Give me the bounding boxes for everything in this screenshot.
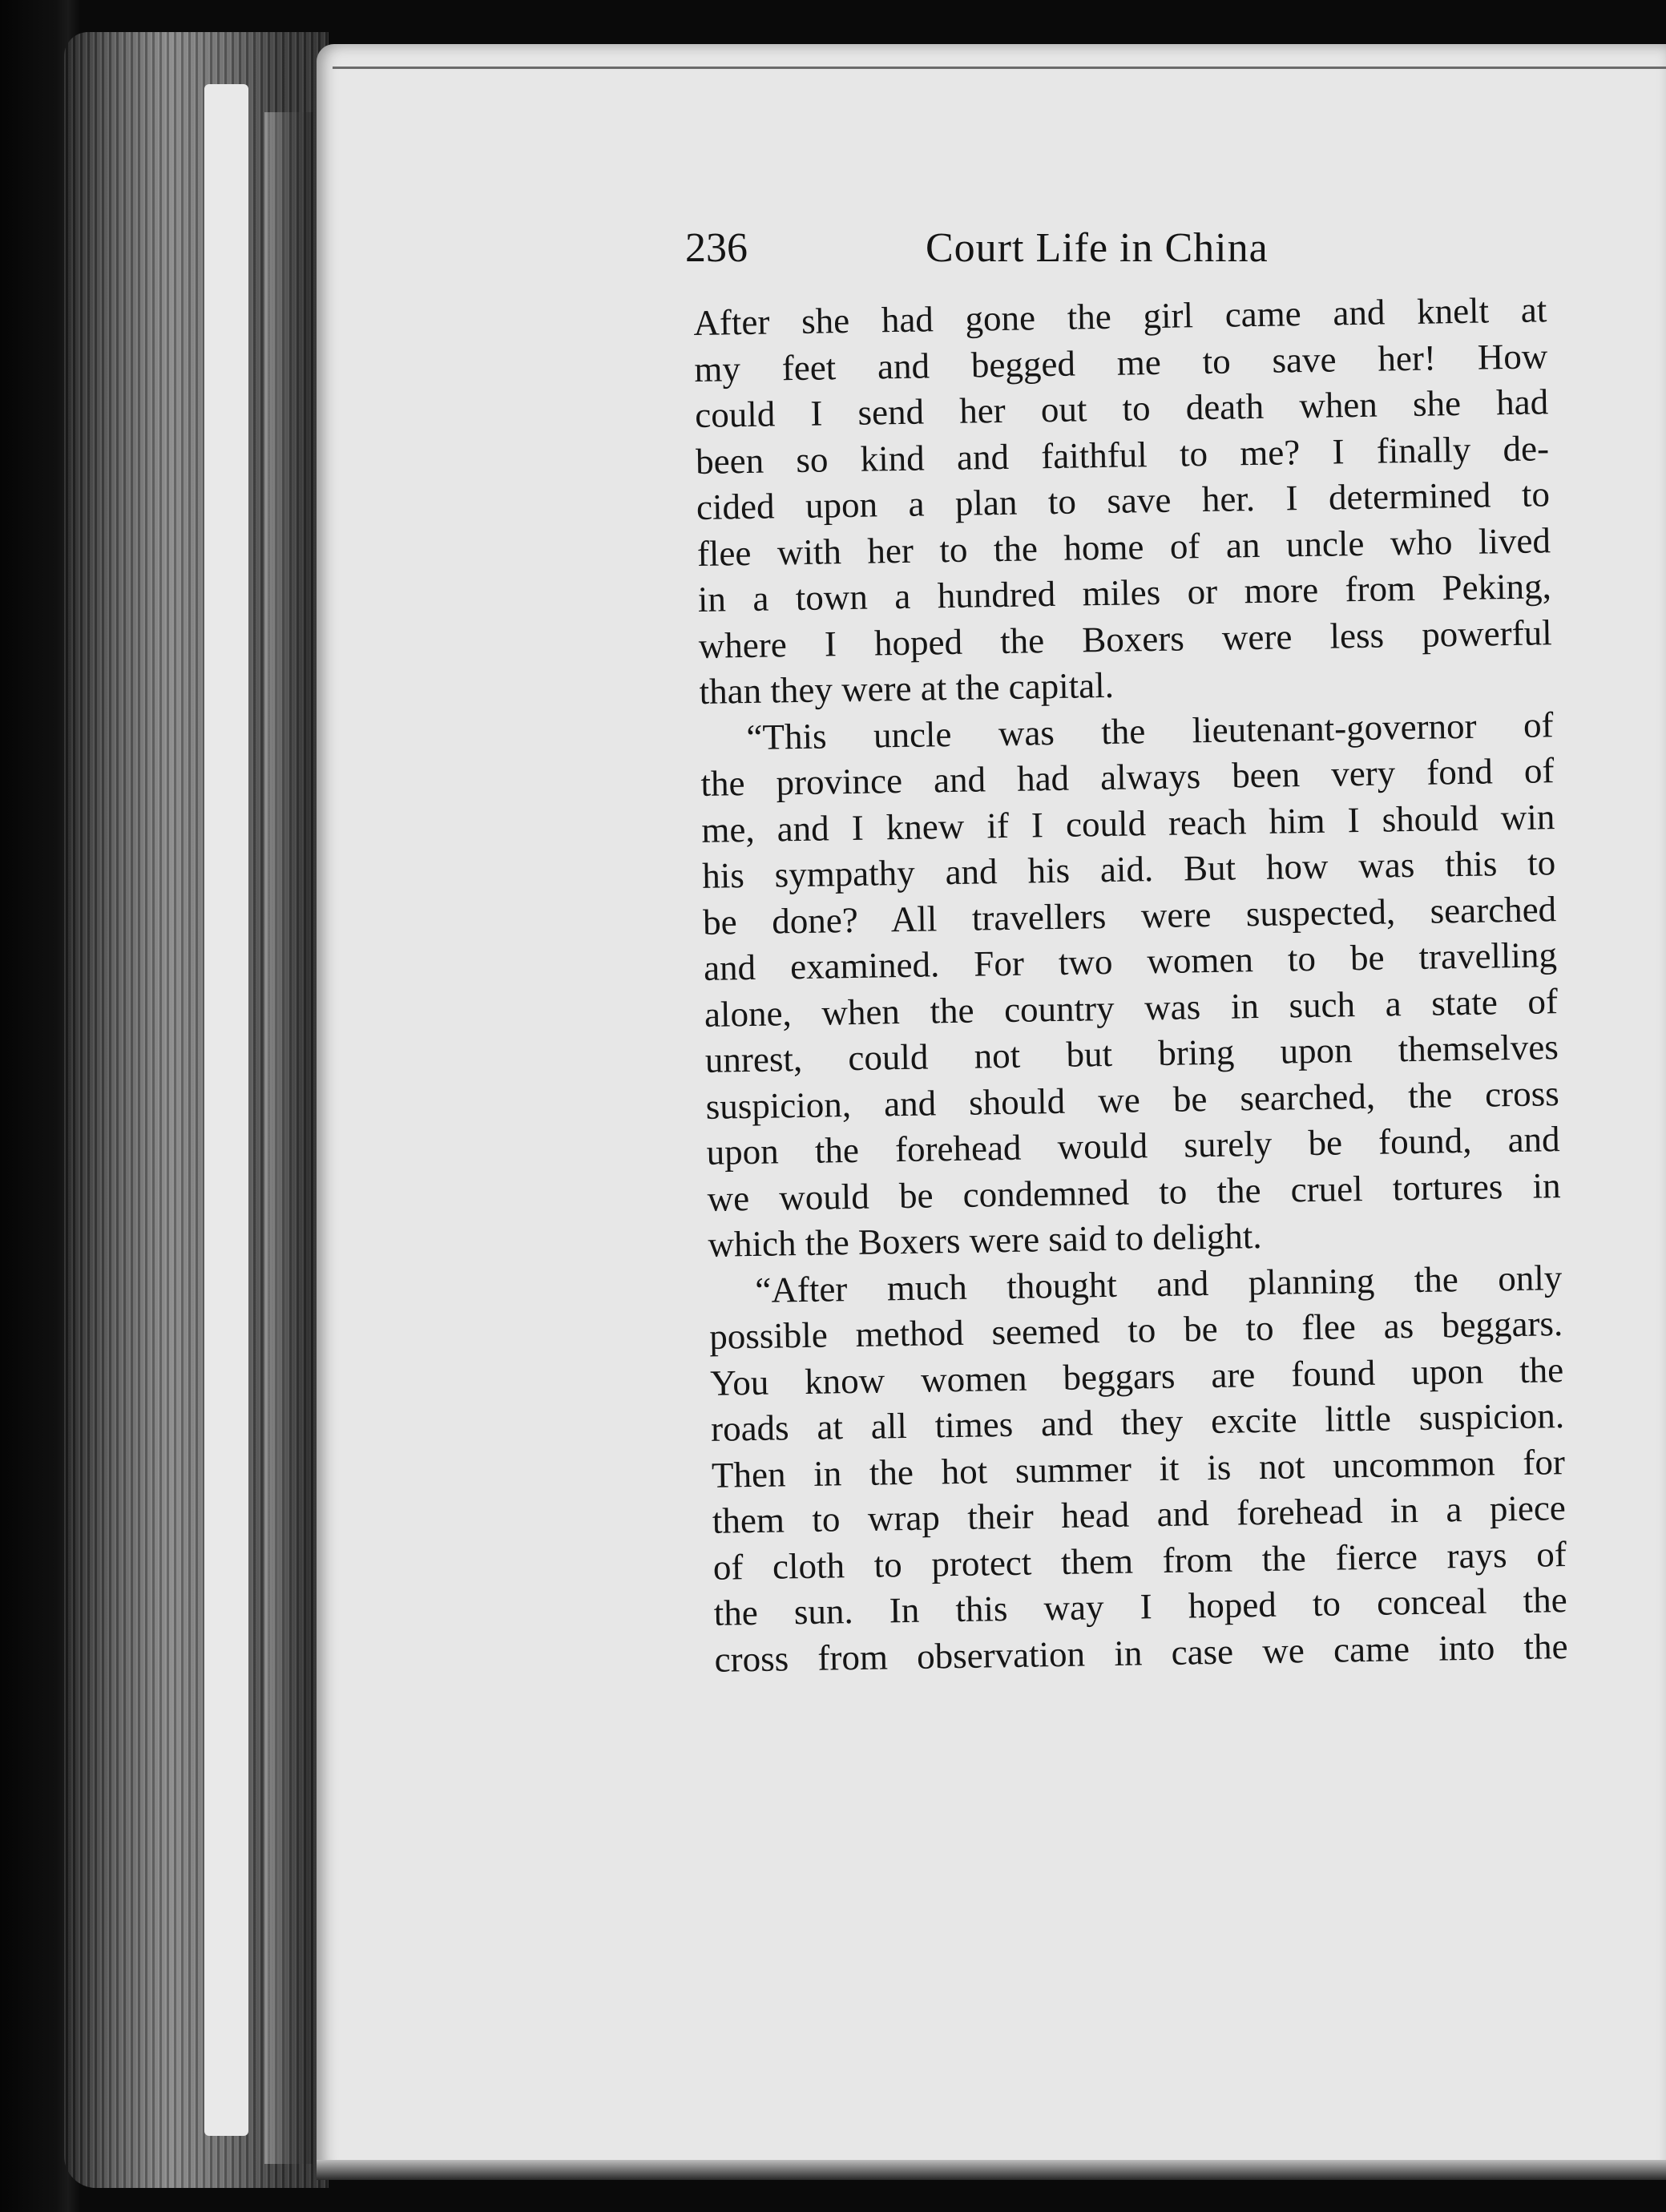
- page-top-edge: [333, 67, 1666, 69]
- text-line: could I send her out to death when she had: [694, 381, 1549, 435]
- paragraph-1: [693, 287, 1553, 715]
- text-line: me, and I knew if I could reach him I should win: [700, 796, 1555, 850]
- paragraph-2: [700, 702, 1562, 1269]
- page-number: 236: [685, 225, 748, 271]
- text-line: than they were at the capital.: [699, 664, 1115, 712]
- text-line: alone, when the country was in such a state of: [704, 980, 1559, 1035]
- text-line: After she had gone the girl came and knelt at: [693, 289, 1547, 343]
- text-line: “After much thought and planning the only: [755, 1257, 1563, 1310]
- text-line: of cloth to protect them from the fierce rays of: [712, 1533, 1567, 1588]
- page-bottom-edge: [317, 2160, 1666, 2180]
- fore-edge-highlight: [264, 112, 313, 2164]
- text-line: where I hoped the Boxers were less powerful: [698, 612, 1553, 666]
- text-line: upon the forehead would surely be found, and: [706, 1119, 1560, 1173]
- text-line: roads at all times and they excite little suspicion.: [710, 1395, 1565, 1449]
- text-line: “This uncle was the lieutenant-governor of: [746, 704, 1554, 757]
- text-line: we would be condemned to the cruel tortures in: [707, 1165, 1561, 1219]
- text-line: be done? All travellers were suspected, searched: [702, 888, 1557, 943]
- paragraph-3: [708, 1255, 1568, 1683]
- text-line: possible method seemed to be to flee as beggars.: [708, 1303, 1563, 1357]
- text-line: Then in the hot summer it is not uncommon for: [711, 1441, 1566, 1496]
- text-line: cided upon a plan to save her. I determined to: [696, 474, 1551, 527]
- text-line: them to wrap their head and forehead in a piece: [712, 1487, 1567, 1541]
- text-line: You know women beggars are found upon the: [709, 1349, 1564, 1403]
- text-line: my feet and begged me to save her! How: [693, 335, 1548, 390]
- text-line: in a town a hundred miles or more from Peking,: [697, 566, 1552, 620]
- book-fore-edge: [64, 32, 329, 2188]
- text-line: his sympathy and his aid. But how was this to: [701, 842, 1556, 896]
- text-line: flee with her to the home of an uncle who lived: [696, 519, 1551, 574]
- running-head: [685, 220, 1294, 276]
- body-text: [693, 287, 1568, 1683]
- running-title: Court Life in China: [926, 225, 1269, 271]
- text-line: been so kind and faithful to me? I finally de-: [695, 427, 1550, 482]
- page-slip: [204, 84, 248, 2136]
- text-line: which the Boxers were said to delight.: [708, 1216, 1262, 1265]
- text-line: cross from observation in case we came into the: [714, 1625, 1568, 1680]
- text-line: unrest, could not but bring upon themselves: [704, 1027, 1559, 1080]
- text-line: the province and had always been very fond of: [700, 750, 1555, 804]
- text-line: suspicion, and should we be searched, the cross: [705, 1072, 1560, 1127]
- text-line: the sun. In this way I hoped to conceal the: [713, 1580, 1567, 1633]
- text-line: and examined. For two women to be travelling: [703, 934, 1558, 988]
